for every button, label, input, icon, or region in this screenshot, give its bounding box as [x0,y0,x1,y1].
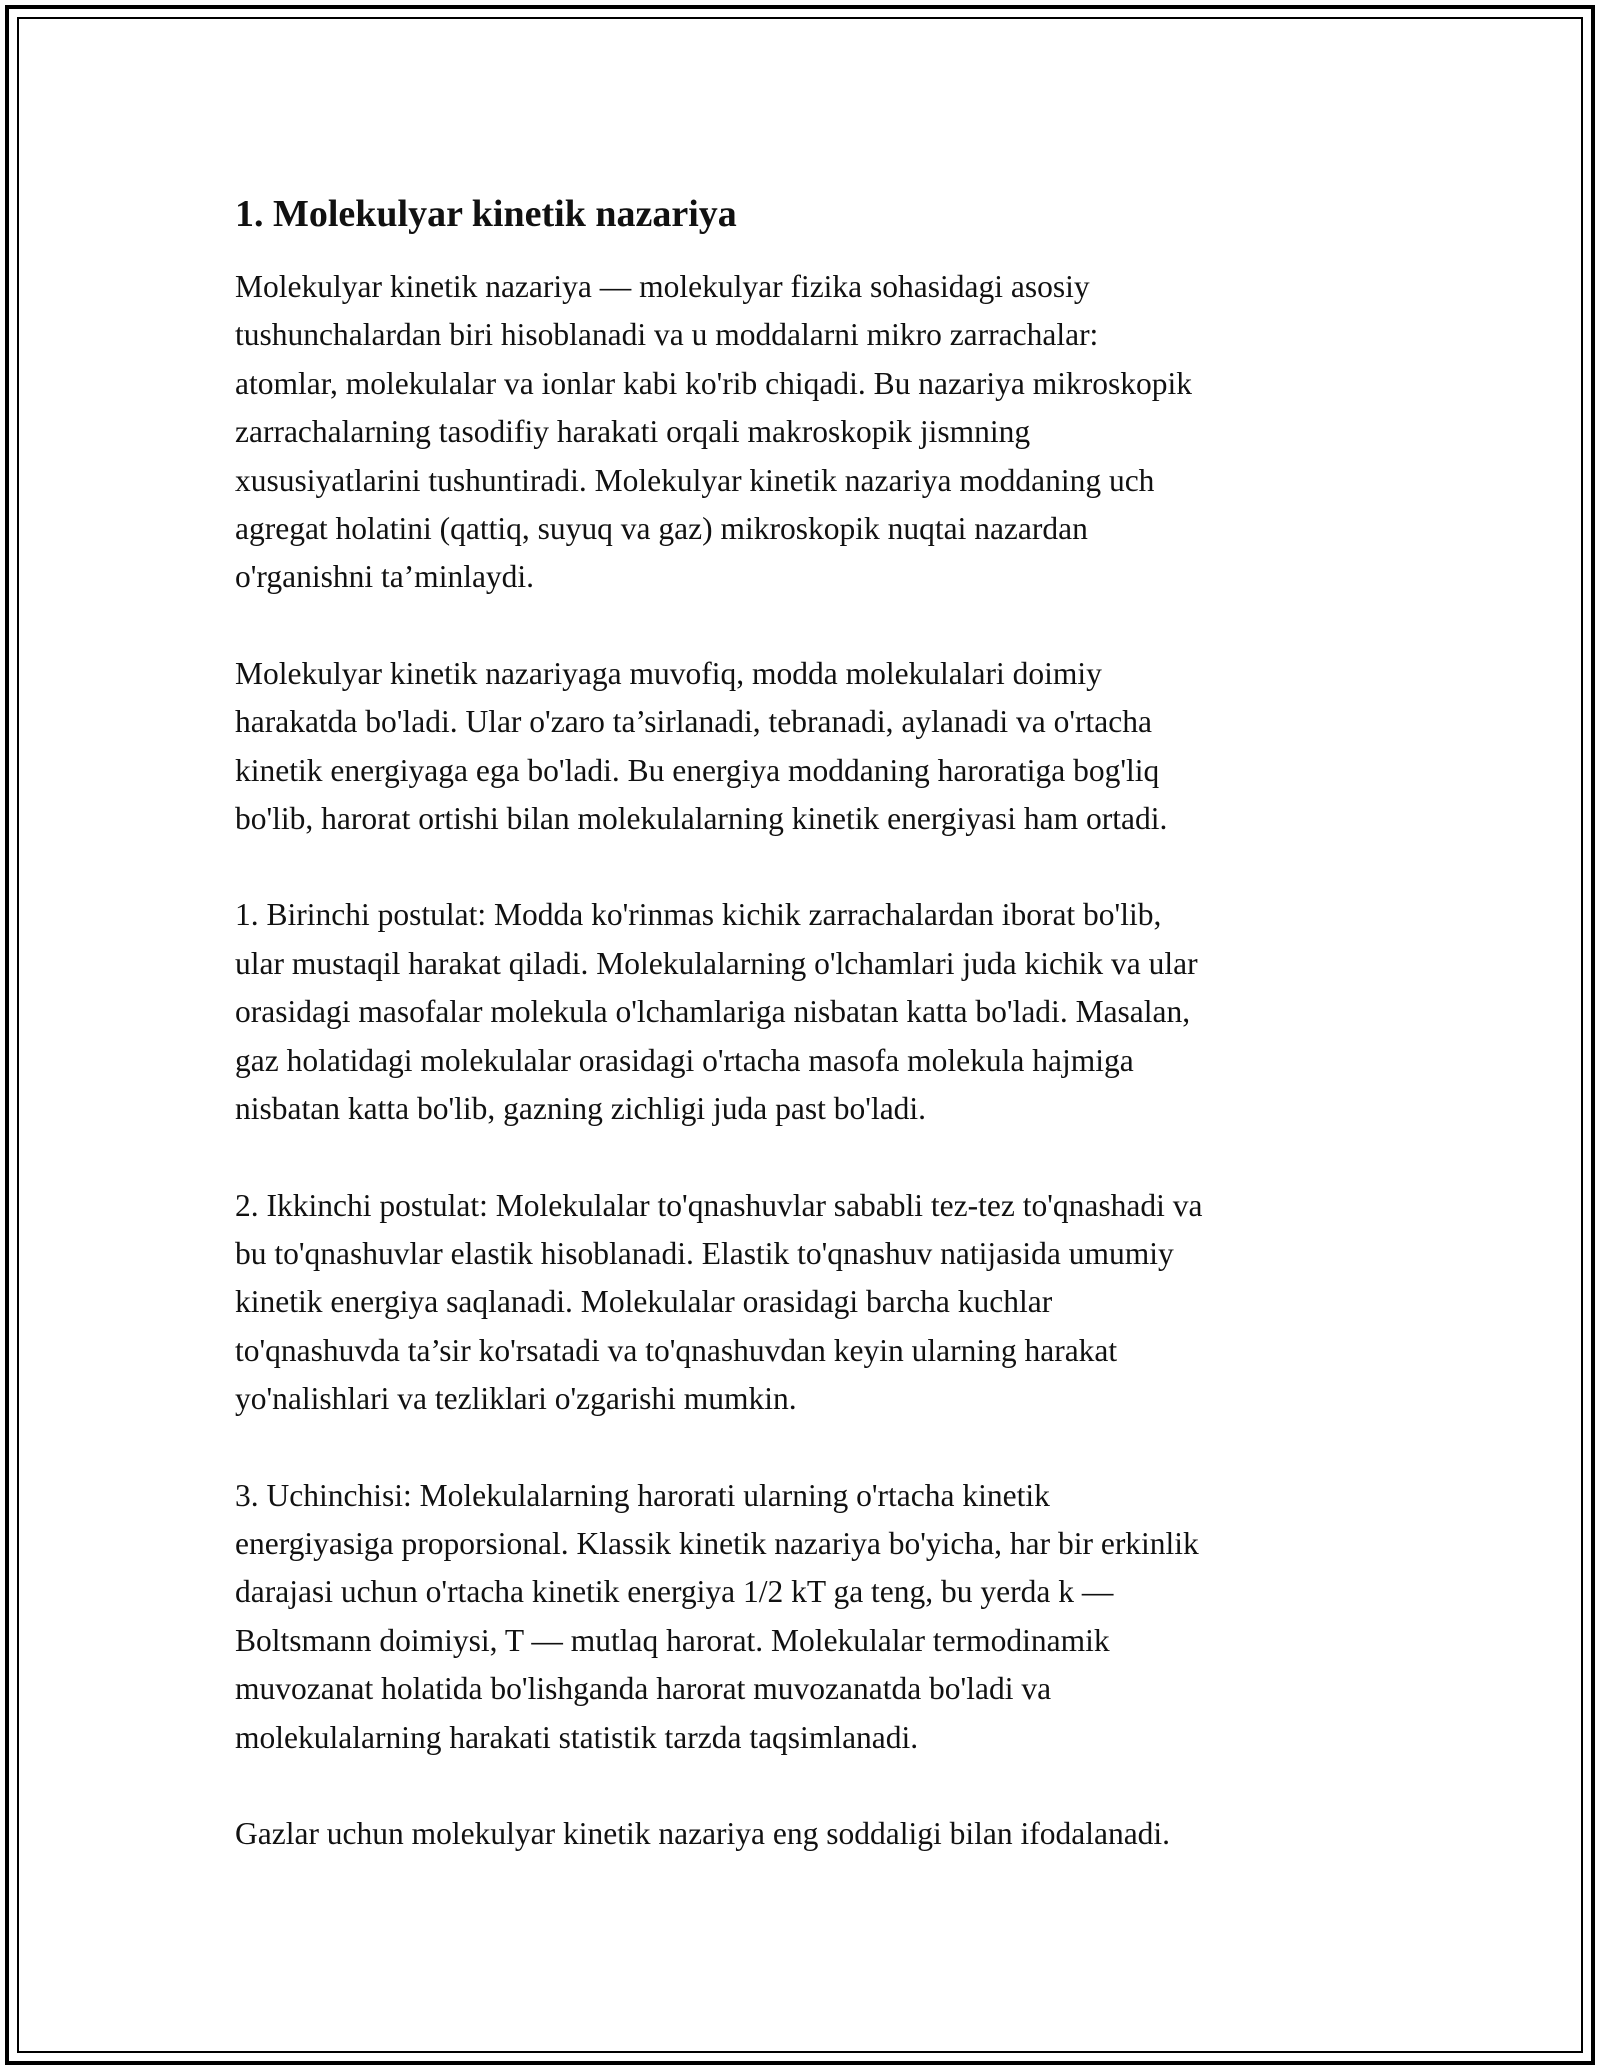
text-line: orasidagi masofalar molekula o'lchamlariga nisbatan katta bo'ladi. Masalan, [235,994,1191,1030]
document-body [235,186,1375,1858]
text-line: to'qnashuvda ta’sir ko'rsatadi va to'qnashuvdan keyin ularning harakat [235,1332,1118,1368]
text-line: o'rganishni ta’minlaydi. [235,559,535,595]
text-line: gaz holatidagi molekulalar orasidagi o'rtacha masofa molekula hajmiga [235,1042,1134,1078]
text-line: tushunchalardan biri hisoblanadi va u moddalarni mikro zarrachalar: [235,317,1099,353]
text-line: zarrachalarning tasodifiy harakati orqali makroskopik jismning [235,414,1031,450]
text-line: kinetik energiyaga ega bo'ladi. Bu energiya moddaning haroratiga bog'liq [235,752,1160,788]
text-line: muvozanat holatida bo'lishganda harorat muvozanatda bo'ladi va [235,1671,1052,1707]
text-line: Gazlar uchun molekulyar kinetik nazariya eng soddaligi bilan ifodalanadi. [235,1815,1171,1851]
paragraph-postulate-1 [235,891,1375,1133]
paragraph-motion [235,650,1375,844]
text-line: nisbatan katta bo'lib, gazning zichligi juda past bo'ladi. [235,1091,927,1127]
text-line: molekulalarning harakati statistik tarzda taqsimlanadi. [235,1719,919,1755]
text-line: Boltsmann doimiysi, T — mutlaq harorat. Molekulalar termodinamik [235,1622,1110,1658]
section-heading: 1. Molekulyar kinetik nazariya [235,193,737,235]
text-line: atomlar, molekulalar va ionlar kabi ko'rib chiqadi. Bu nazariya mikroskopik [235,365,1193,401]
text-line: kinetik energiya saqlanadi. Molekulalar orasidagi barcha kuchlar [235,1284,1053,1320]
text-line: darajasi uchun o'rtacha kinetik energiya 1/2 kT ga teng, bu yerda k — [235,1574,1114,1610]
paragraph-intro [235,263,1375,602]
paragraph-conclusion [235,1810,1375,1858]
text-line: Molekulyar kinetik nazariya — molekulyar fizika sohasidagi asosiy [235,269,1090,304]
text-line: 2. Ikkinchi postulat: Molekulalar to'qnashuvlar sababli tez-tez to'qnashadi va [235,1187,1203,1223]
text-line: energiyasiga proporsional. Klassik kinetik nazariya bo'yicha, har bir erkinlik [235,1525,1199,1561]
text-line: bo'lib, harorat ortishi bilan molekulalarning kinetik energiyasi ham ortadi. [235,801,1168,837]
text-line: harakatda bo'ladi. Ular o'zaro ta’sirlanadi, tebranadi, aylanadi va o'rtacha [235,704,1152,740]
text-line: ular mustaqil harakat qiladi. Molekulalarning o'lchamlari juda kichik va ular [235,945,1198,981]
paragraph-postulate-2 [235,1182,1375,1424]
text-line: agregat holatini (qattiq, suyuq va gaz) mikroskopik nuqtai nazardan [235,511,1088,547]
text-line: Molekulyar kinetik nazariyaga muvofiq, modda molekulalari doimiy [235,655,1102,691]
text-line: yo'nalishlari va tezliklari o'zgarishi mumkin. [235,1381,797,1417]
paragraph-postulate-3 [235,1472,1375,1762]
text-line: xususiyatlarini tushuntiradi. Molekulyar kinetik nazariya moddaning uch [235,462,1155,498]
text-line: bu to'qnashuvlar elastik hisoblanadi. Elastik to'qnashuv natijasida umumiy [235,1235,1174,1271]
text-line: 3. Uchinchisi: Molekulalarning harorati ularning o'rtacha kinetik [235,1477,1050,1513]
text-line: 1. Birinchi postulat: Modda ko'rinmas kichik zarrachalardan iborat bo'lib, [235,897,1162,933]
